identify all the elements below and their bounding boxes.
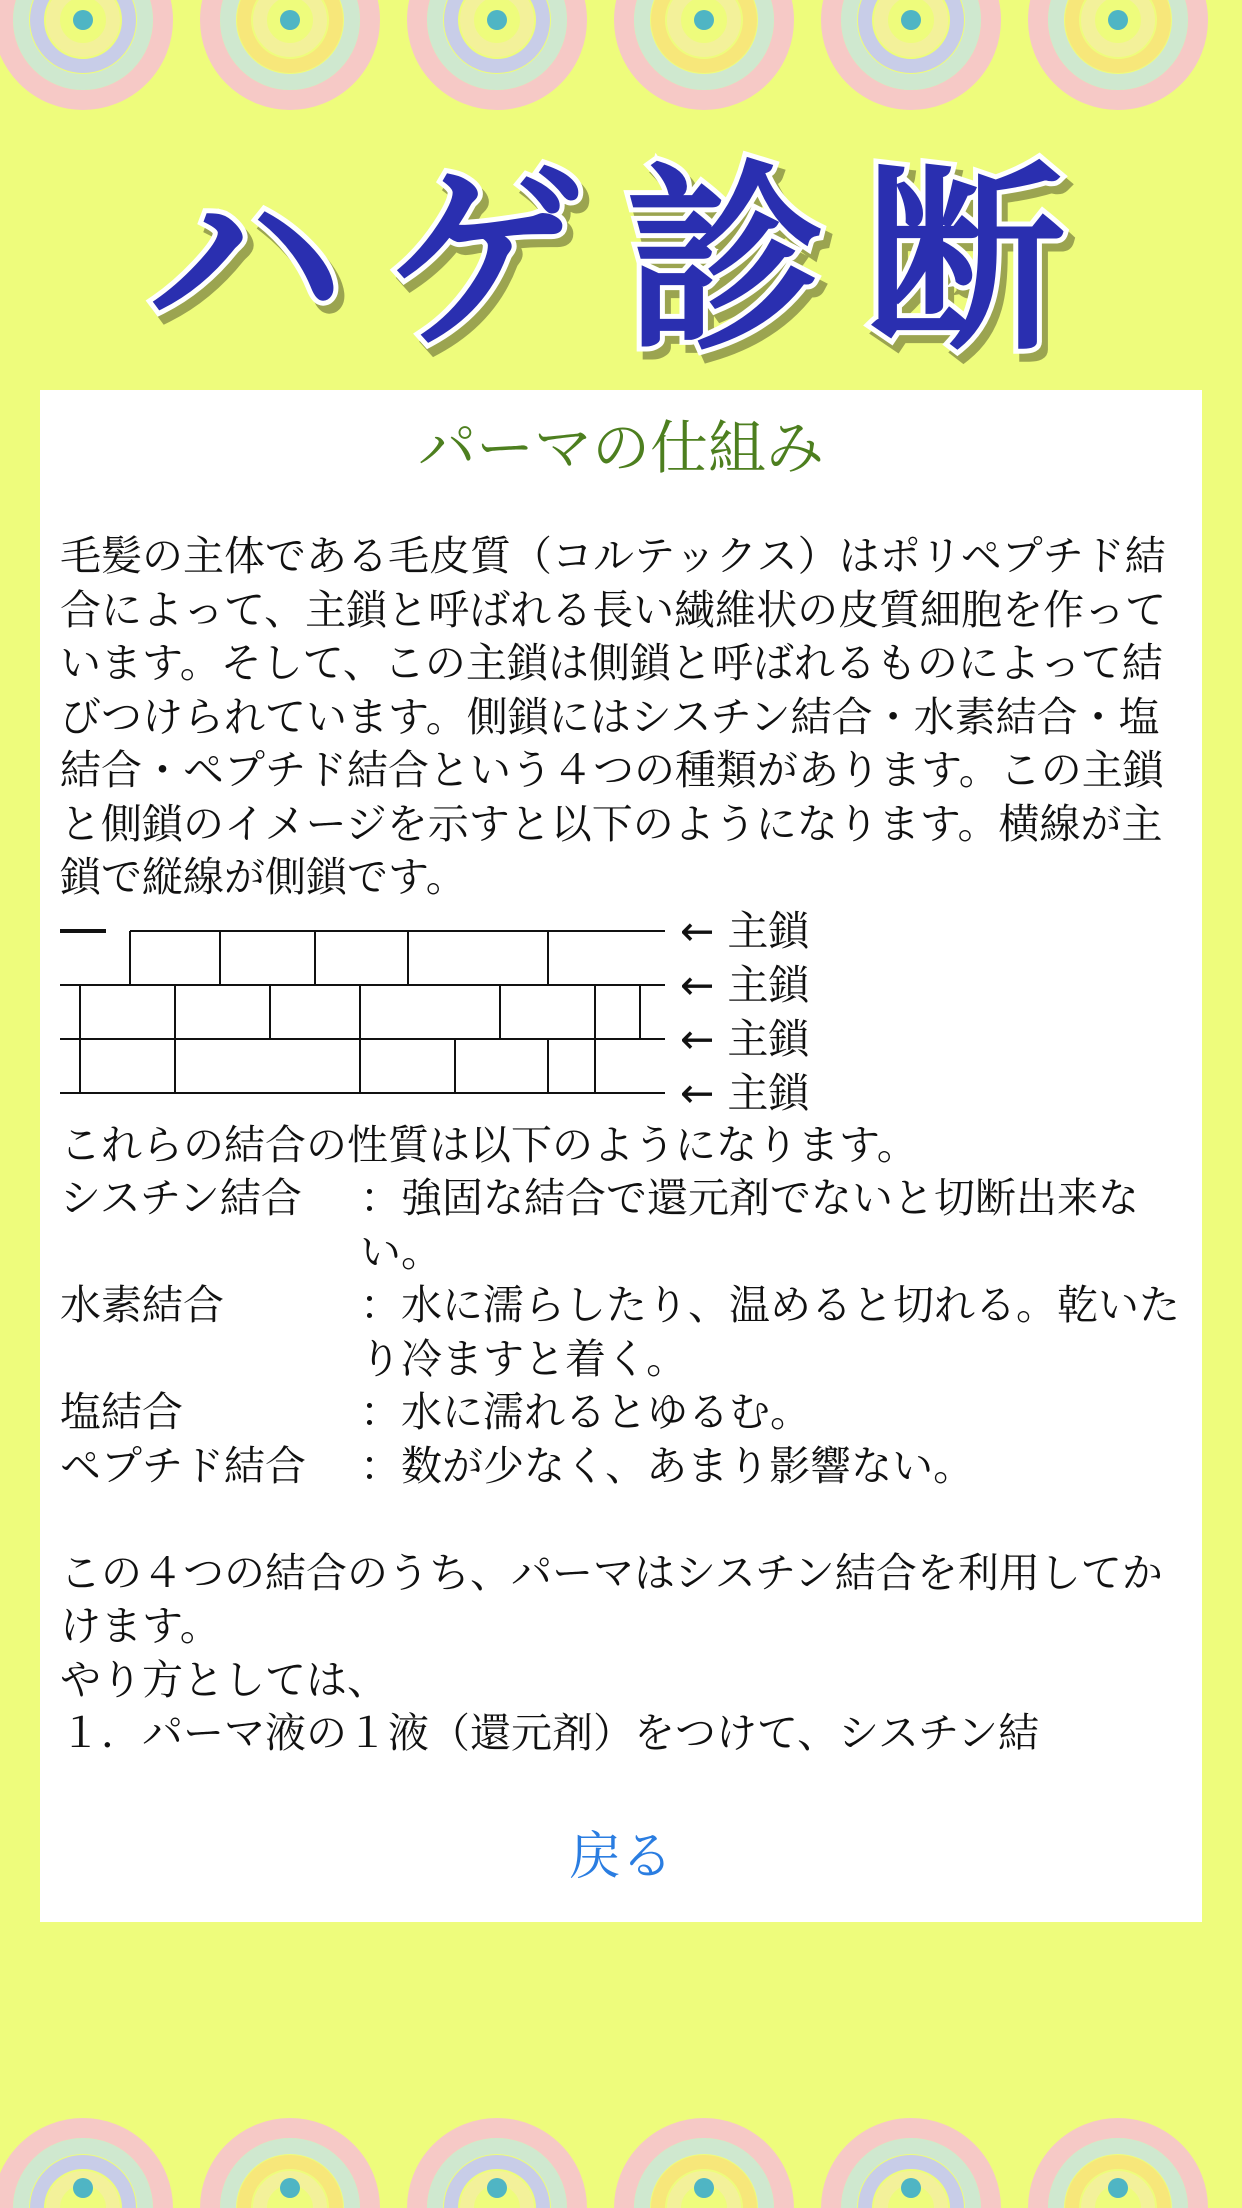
bond-name: 塩結合 [60,1388,183,1436]
method-intro: やり方としては、 [60,1655,388,1704]
intro-paragraph: 毛髪の主体である毛皮質（コルテックス）はポリペプチド結合によって、主鎖と呼ばれる長い繊維状の皮質細胞を作っています。そして、この主鎖は側鎖と呼ばれるものによって結びつけられています。側鎖にはシスチン結合・水素結合・塩結合・ペプチド結合という４つの種類があります。この主鎖と側鎖のイメージを示すと以下のようになります。横線が主鎖で縦線が側鎖です。 [60,532,1167,901]
app-logo [0,130,1242,370]
diagram-label: ← 主鎖 [680,1068,810,1117]
logo-text: ハゲ診断 [144,145,1106,370]
rainbow-border-bottom [0,2088,1242,2208]
chain-diagram [60,905,1182,1119]
bond-description: ：強固な結合で還元剤でないと切断出来ない。 [360,1174,1139,1276]
bond-row [60,1279,1182,1386]
diagram-label: ← 主鎖 [680,1014,810,1063]
rainbow-border-top [0,0,1242,120]
properties-intro: これらの結合の性質は以下のようになります。 [60,1120,918,1169]
content-card [40,390,1202,1922]
bond-row [60,1440,1182,1494]
step-1: １．パーマ液の１液（還元剤）をつけて、シスチン結 [60,1709,1040,1757]
article-scroll-area[interactable] [60,530,1182,1792]
perm-paragraph: この４つの結合のうち、パーマはシスチン結合を利用してかけます。 [60,1548,1163,1650]
bond-row [60,1172,1182,1279]
bond-description: ：水に濡れるとゆるむ。 [360,1388,811,1436]
diagram-label: ← 主鎖 [680,960,810,1009]
bond-name: シスチン結合 [60,1174,302,1222]
page-title: パーマの仕組み [417,414,824,482]
bond-description: ：水に濡らしたり、温めると切れる。乾いたり冷ますと着く。 [360,1281,1180,1383]
back-button[interactable]: 戻る [568,1827,673,1887]
bond-row [60,1386,1182,1440]
bond-name: ペプチド結合 [60,1441,306,1490]
bond-name: 水素結合 [60,1281,224,1329]
bond-description: ：数が少なく、あまり影響ない。 [360,1441,975,1490]
diagram-label: ← 主鎖 [680,906,810,955]
spacer [60,1493,1182,1547]
